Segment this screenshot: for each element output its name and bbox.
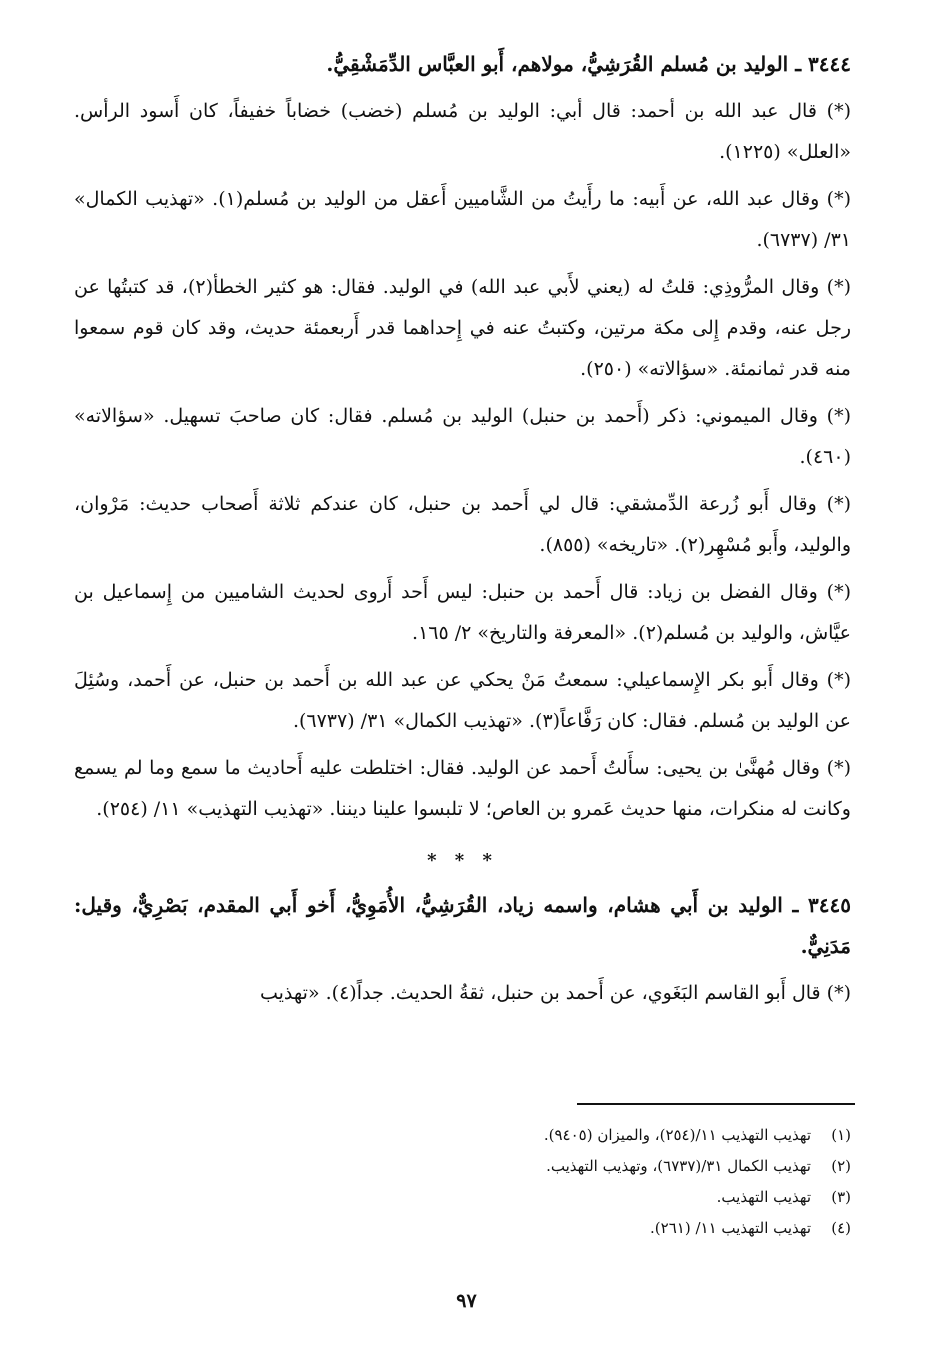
paragraph: (*) وقال الميموني: ذكر (أَحمد بن حنبل) الوليد بن مُسلم. فقال: كان صاحبَ تسهيل. «سؤالاته» (٤٦٠).: [74, 405, 851, 468]
footnote-number: (٢): [831, 1157, 851, 1175]
paragraph: (*) وقال أَبو زُرعة الدِّمشقي: قال لي أَحمد بن حنبل، كان عندكم ثلاثة أَصحاب حديث: مَرْوان، والوليد، وأَبو مُسْهِر(٢). «تاريخه» (٨٥٥).: [74, 493, 851, 556]
page-number: ٩٧: [456, 1290, 477, 1312]
paragraph: (*) وقال عبد الله، عن أَبيه: ما رأَيتُ من الشَّاميين أَعقل من الوليد بن مُسلم(١). «تهذيب الكمال» ٣١/ (٦٧٣٧).: [74, 188, 852, 251]
paragraph: (*) وقال المرُّوذِي: قلتُ له (يعني لأَبي عبد الله) في الوليد. فقال: هو كثير الخطأ(٢)، قد كتبتُها عن رجل عنه، وقدم إِلى مكة مرتين، وكتبتُ عنه في إِحداهما قدر أَربعمئة حديث، وقد كان قوم سمعوا منه قدر ثمانمئة. «سؤالاته» (٢٥٠).: [74, 276, 851, 380]
entry-heading-3444: ٣٤٤٤ ـ الوليد بن مُسلم القُرَشِيُّ، مولاهم، أَبو العبَّاس الدِّمَشْقِيُّ.: [326, 52, 851, 76]
footnote-text: تهذيب الكمال ٣١/(٦٧٣٧)، وتهذيب التهذيب.: [546, 1157, 811, 1175]
paragraph: (*) قال عبد الله بن أحمد: قال أبي: الوليد بن مُسلم (خضب) خضاباً خفيفاً، كان أَسود الرأس. «العلل» (١٢٢٥).: [74, 100, 851, 163]
footnote-divider: [577, 1103, 855, 1105]
paragraph: (*) وقال الفضل بن زياد: قال أَحمد بن حنبل: ليس أَحد أَروى لحديث الشاميين من إِسماعيل بن عيَّاش، والوليد بن مُسلم(٢). «المعرفة والتاريخ» ٢/ ١٦٥.: [74, 581, 851, 644]
footnote-text: تهذيب التهذيب ١١/ (٢٦١).: [650, 1219, 811, 1237]
footnote-text: تهذيب التهذيب ١١/(٢٥٤)، والميزان (٩٤٠٥).: [543, 1126, 811, 1144]
paragraph: (*) وقال مُهنَّىٰ بن يحيى: سأَلتُ أَحمد عن الوليد. فقال: اختلطت عليه أَحاديث ما سمع وما لم يسمع وكانت له منكرات، منها حديث عَمرو بن العاص؛ لا تلبسوا علينا ديننا. «تهذيب التهذيب» ١١/ (٢٥٤).: [74, 757, 851, 820]
entry-heading-3445: ٣٤٤٥ ـ الوليد بن أَبي هشام، واسمه زياد، القُرَشِيُّ، الأُمَوِيُّ، أَخو أَبي المقدم، بَصْرِيٌّ، وقيل: مَدَنِيٌّ.: [74, 893, 851, 958]
footnote-number: (٤): [831, 1219, 851, 1237]
footnote: [151, 1151, 851, 1182]
footnote-number: (١): [831, 1126, 851, 1144]
footnote: [151, 1120, 851, 1151]
footnote: [151, 1213, 851, 1244]
footnotes: [151, 1120, 851, 1244]
footnote-number: (٣): [831, 1188, 851, 1206]
footnote-text: تهذيب التهذيب.: [716, 1188, 811, 1206]
paragraph: (*) قال أَبو القاسم البَغَوي، عن أَحمد بن حنبل، ثقةُ الحديث. جداً(٤). «تهذيب: [259, 982, 851, 1004]
footnote: [151, 1182, 851, 1213]
main-text: [74, 44, 851, 1014]
paragraph: (*) وقال أَبو بكر الإِسماعيلي: سمعتُ مَنْ يحكي عن عبد الله بن أَحمد بن حنبل، عن أَحمد، وسُئِلَ عن الوليد بن مُسلم. فقال: كان رَفَّاعاً(٣). «تهذيب الكمال» ٣١/ (٦٧٣٧).: [74, 669, 851, 732]
section-separator: * * *: [427, 850, 498, 871]
